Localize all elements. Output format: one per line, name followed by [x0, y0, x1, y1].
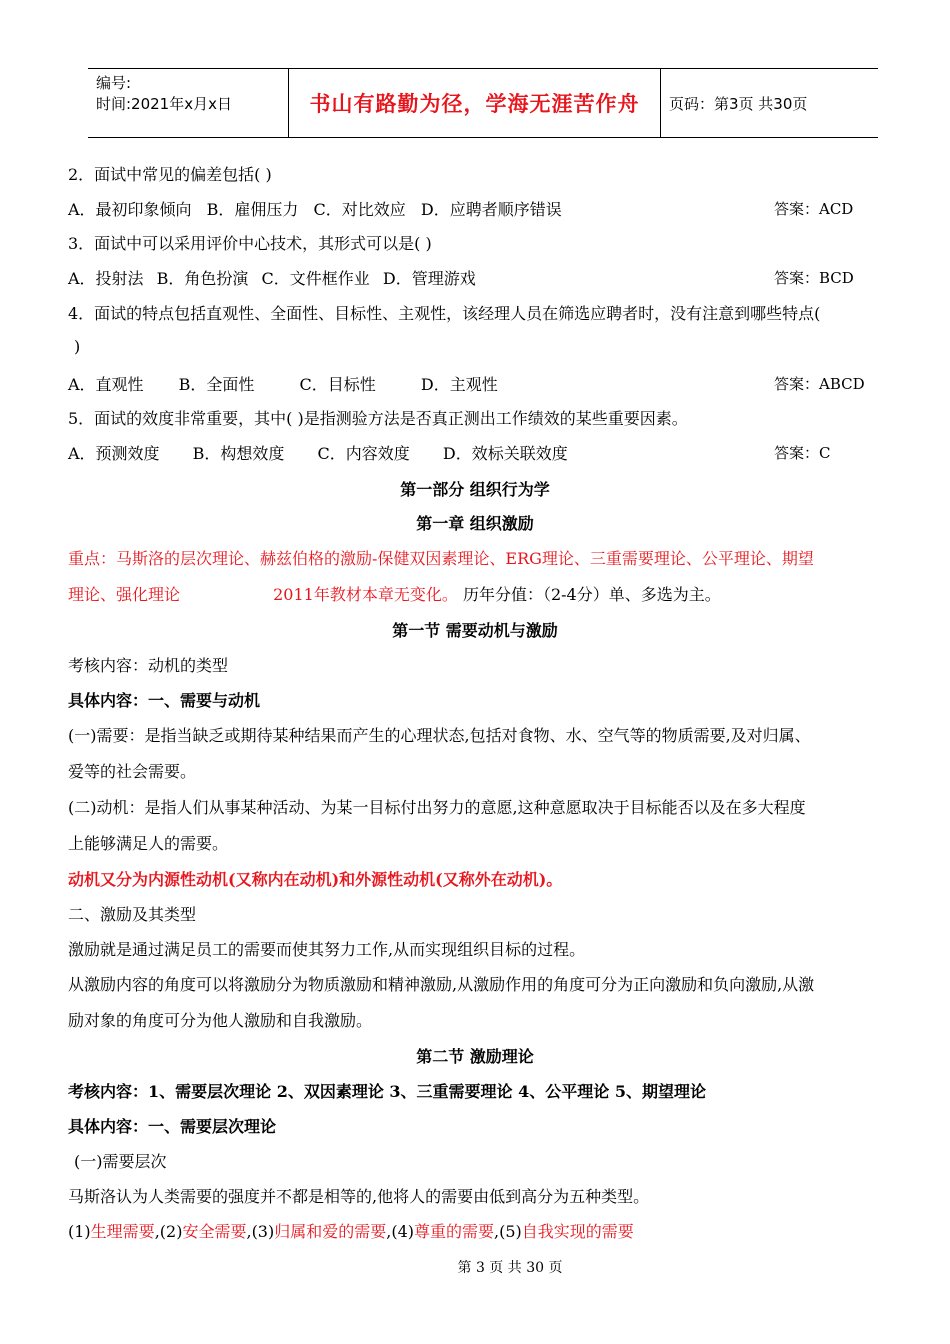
question-options [68, 266, 476, 289]
question-options [68, 197, 562, 220]
answer: 答案：C [774, 444, 831, 462]
section-title: 第一节 需要动机与激励 [392, 621, 558, 640]
separator: , [246, 1222, 252, 1241]
question-stem: 3．面试中可以采用评价中心技术，其形式可以是( ) [68, 234, 432, 253]
level-name: 归属和爱的需要 [274, 1222, 387, 1241]
paragraph: 激励就是通过满足员工的需要而使其努力工作,从而实现组织目标的过程。 [68, 940, 586, 959]
option: A．预测效度 [68, 444, 160, 463]
paragraph: (二)动机：是指人们从事某种活动、为某一目标付出努力的意愿,这种意愿取决于目标能否以及在多大程度 [68, 798, 806, 817]
content-title: 具体内容：一、需要层次理论 [68, 1117, 277, 1136]
section-title: 第二节 激励理论 [416, 1047, 534, 1066]
answer: 答案：BCD [774, 269, 854, 287]
level-number: (3) [251, 1222, 275, 1241]
header-table [88, 68, 878, 138]
level-name: 生理需要 [90, 1222, 155, 1241]
question-stem: 5．面试的效度非常重要，其中( )是指测验方法是否真正测出工作绩效的某些重要因素。 [68, 409, 688, 428]
question-stem-cont: ) [74, 337, 81, 356]
header-page-info: 页码：第3页 共30页 [669, 94, 808, 113]
option: D．应聘者顺序错误 [420, 200, 562, 219]
option: D．管理游戏 [382, 269, 476, 288]
level-number: (5) [499, 1222, 522, 1241]
level-number: (1) [68, 1222, 91, 1241]
answer: 答案：ACD [774, 200, 854, 218]
doc-number-label: 编号: [96, 74, 132, 92]
question-options [68, 441, 568, 464]
option: A．投射法 [68, 269, 144, 288]
key-points-score: 历年分值：（2-4分）单、多选为主。 [462, 585, 721, 604]
option: C．内容效度 [317, 444, 410, 463]
separator: , [154, 1222, 160, 1241]
option: A．最初印象倾向 [68, 200, 192, 219]
separator: , [386, 1222, 392, 1241]
level-name: 尊重的需要 [414, 1222, 495, 1241]
chapter-title: 第一章 组织激励 [416, 514, 534, 533]
question-stem: 4．面试的特点包括直观性、全面性、目标性、主观性，该经理人员在筛选应聘者时，没有注意到哪些特点( [68, 304, 821, 323]
question-options [68, 372, 498, 395]
option: B．构想效度 [192, 444, 285, 463]
exam-content: 考核内容：动机的类型 [68, 656, 229, 675]
key-points-change-note: 2011年教材本章无变化。 [273, 585, 458, 604]
separator: , [494, 1222, 500, 1241]
paragraph: 爱等的社会需要。 [68, 762, 197, 781]
header-motto: 书山有路勤为径，学海无涯苦作舟 [288, 69, 661, 137]
key-points-line1: 重点：马斯洛的层次理论、赫兹伯格的激励-保健双因素理论、ERG理论、三重需要理论、公平理论、期望 [68, 549, 814, 568]
question-stem: 2．面试中常见的偏差包括( ) [68, 165, 272, 184]
motive-types-highlight: 动机又分为内源性动机(又称内在动机)和外源性动机(又称外在动机)。 [68, 870, 563, 889]
exam-content: 考核内容：1、需要层次理论 2、双因素理论 3、三重需要理论 4、公平理论 5、期望理论 [68, 1082, 706, 1101]
level-name: 安全需要 [182, 1222, 247, 1241]
subheading: (一)需要层次 [74, 1152, 167, 1171]
option: D．效标关联效度 [442, 444, 568, 463]
option: D．主观性 [420, 375, 498, 394]
option: B．角色扮演 [156, 269, 249, 288]
paragraph: (一)需要：是指当缺乏或期待某种结果而产生的心理状态,包括对食物、水、空气等的物质需要,及对归属、 [68, 726, 811, 745]
option: C．文件框作业 [261, 269, 370, 288]
level-number: (4) [391, 1222, 415, 1241]
level-name: 自我实现的需要 [521, 1222, 634, 1241]
option: C．对比效应 [313, 200, 406, 219]
paragraph: 上能够满足人的需要。 [68, 834, 229, 853]
page-footer: 第 3 页 共 30 页 [457, 1260, 563, 1276]
paragraph: 从激励内容的角度可以将激励分为物质激励和精神激励,从激励作用的角度可分为正向激励和负向激励,从激 [68, 975, 815, 994]
content-title: 具体内容：一、需要与动机 [68, 691, 261, 710]
answer: 答案：ABCD [774, 375, 865, 393]
doc-time-label: 时间:2021年x月x日 [96, 95, 232, 113]
paragraph: 马斯洛认为人类需要的强度并不都是相等的,他将人的需要由低到高分为五种类型。 [68, 1187, 650, 1206]
option: B．全面性 [178, 375, 255, 394]
option: A．直观性 [68, 375, 144, 394]
key-points-topics: 理论、强化理论 [68, 585, 181, 604]
subheading: 二、激励及其类型 [68, 905, 197, 924]
key-points-line2 [68, 582, 721, 605]
option: C．目标性 [299, 375, 376, 394]
level-number: (2) [159, 1222, 183, 1241]
header-meta [88, 69, 288, 137]
paragraph: 励对象的角度可分为他人激励和自我激励。 [68, 1011, 373, 1030]
need-levels [68, 1219, 634, 1242]
part-title: 第一部分 组织行为学 [400, 480, 550, 499]
option: B．雇佣压力 [206, 200, 299, 219]
